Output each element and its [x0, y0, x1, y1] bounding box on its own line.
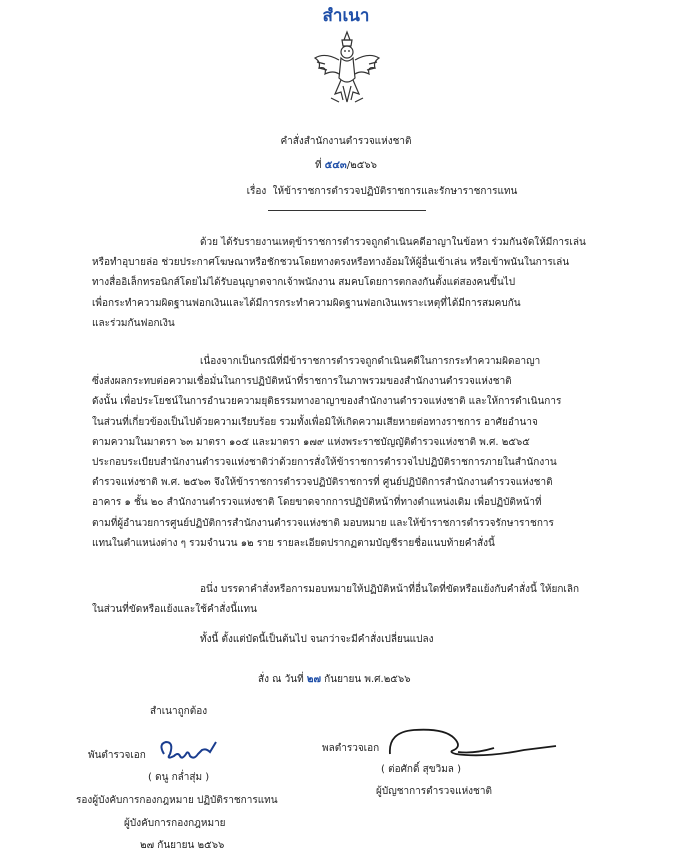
- order-date-day: ๒๗: [306, 674, 321, 685]
- right-signer-rank: พลตำรวจเอก: [322, 743, 380, 754]
- paragraph-2: [92, 352, 561, 554]
- paragraph-line: ด้วย ได้รับรายงานเหตุข้าราชการตำรวจถูกดำเนินคดีอาญาในข้อหา ร่วมกันจัดให้มีการเล่น: [200, 237, 586, 248]
- paragraph-line: ซึ่งส่งผลกระทบต่อความเชื่อมั่นในการปฏิบัติหน้าที่ราชการในภาพรวมของสำนักงานตำรวจแห่งชาติ: [92, 376, 512, 388]
- paragraph-line: และร่วมกันฟอกเงิน: [92, 317, 175, 329]
- paragraph-line: ประกอบระเบียบสำนักงานตำรวจแห่งชาติว่าด้วยการสั่งให้ข้าราชการตำรวจไปปฏิบัติราชการภายในสำนักงาน: [92, 457, 557, 469]
- order-date-prefix: สั่ง ณ วันที่: [258, 674, 304, 685]
- order-number: [0, 158, 692, 173]
- order-date: [258, 672, 411, 687]
- right-signature-icon: [384, 724, 564, 764]
- paragraph-line: อนึ่ง บรรดาคำสั่งหรือการมอบหมายให้ปฏิบัติหน้าที่อื่นใดที่ขัดหรือแย้งกับคำสั่งนี้ ให้ยกเลิก: [200, 584, 580, 595]
- effective-clause: ทั้งนี้ ตั้งแต่บัดนี้เป็นต้นไป จนกว่าจะมีคำสั่งเปลี่ยนแปลง: [200, 634, 434, 645]
- paragraph-line: หรือทำอุบายล่อ ช่วยประกาศโฆษณาหรือชักชวนโดยทางตรงหรือทางอ้อมให้ผู้อื่นเข้าเล่น หรือเข้าพนันในการเล่น: [92, 257, 570, 269]
- left-signer-title-2: ผู้บังคับการกองกฎหมาย: [124, 818, 226, 829]
- subject-text: ให้ข้าราชการตำรวจปฏิบัติราชการและรักษาราชการแทน: [272, 186, 518, 197]
- paragraph-line: เนื่องจากเป็นกรณีที่มีข้าราชการตำรวจถูกดำเนินคดีในการกระทำความผิดอาญา: [200, 356, 541, 367]
- left-signer-rank: พันตำรวจเอก: [88, 750, 146, 761]
- paragraph-line: แทนในตำแหน่งต่าง ๆ รวมจำนวน ๑๒ ราย รายละเอียดปรากฏตามบัญชีรายชื่อแนบท้ายคำสั่งนี้: [92, 537, 495, 549]
- order-number-prefix: ที่: [315, 160, 322, 171]
- order-number-suffix: /๒๕๖๖: [346, 160, 377, 171]
- garuda-emblem-icon: [311, 28, 383, 106]
- paragraph-line: ตามที่ผู้อำนวยการศูนย์ปฏิบัติการสำนักงานตำรวจแห่งชาติ มอบหมาย และให้ข้าราชการตำรวจรักษาราชการ: [92, 517, 554, 529]
- paragraph-line: ทางสื่ออิเล็กทรอนิกส์โดยไม่ได้รับอนุญาตจากเจ้าพนักงาน สมคบโดยการตกลงกันตั้งแต่สองคนขึ้นไป: [92, 277, 516, 289]
- left-signer-title-1: รองผู้บังคับการกองกฎหมาย ปฏิบัติราชการแทน: [76, 795, 278, 806]
- paragraph-line: อาคาร ๑ ชั้น ๒๐ สำนักงานตำรวจแห่งชาติ โดยขาดจากการปฏิบัติหน้าที่ทางตำแหน่งเดิม เพื่อปฏิบัติหน้าที่: [92, 497, 542, 509]
- subject-label: เรื่อง: [246, 186, 267, 197]
- header-divider: [268, 210, 426, 211]
- paragraph-line: เพื่อกระทำความผิดฐานฟอกเงินและได้มีการกระทำความผิดฐานฟอกเงินเพราะเหตุที่ได้มีการสมคบกัน: [92, 297, 521, 309]
- paragraph-line: ในส่วนที่ขัดหรือแย้งและใช้คำสั่งนี้แทน: [92, 604, 257, 616]
- right-signer-name: ( ต่อศักดิ์ สุขวิมล ): [381, 764, 462, 775]
- order-subject: [36, 184, 692, 199]
- paragraph-line: ตามความในมาตรา ๖๓ มาตรา ๑๐๕ และมาตรา ๑๗๙ แห่งพระราชบัญญัติตำรวจแห่งชาติ พ.ศ. ๒๕๖๕: [92, 436, 530, 448]
- copy-stamp: สำเนา: [322, 6, 370, 26]
- paragraph-1: [92, 233, 586, 334]
- right-signer-title: ผู้บัญชาการตำรวจแห่งชาติ: [376, 786, 492, 797]
- left-signature-icon: [154, 734, 224, 768]
- certified-copy-label: สำเนาถูกต้อง: [150, 706, 208, 717]
- left-signer-name: ( ดนู กล่ำสุ่ม ): [148, 772, 210, 783]
- order-number-handwritten: ๕๔๓: [324, 160, 347, 171]
- left-signer-date: ๒๗ กันยายน ๒๕๖๖: [140, 840, 225, 851]
- order-title: คำสั่งสำนักงานตำรวจแห่งชาติ: [280, 136, 412, 147]
- paragraph-line: ดังนั้น เพื่อประโยชน์ในการอำนวยความยุติธรรมทางอาญาของสำนักงานตำรวจแห่งชาติ และให้การดำเนินการ: [92, 396, 562, 408]
- order-date-suffix: กันยายน พ.ศ.๒๕๖๖: [324, 674, 411, 685]
- paragraph-line: ในส่วนที่เกี่ยวข้องเป็นไปด้วยความเรียบร้อย รวมทั้งเพื่อมิให้เกิดความเสียหายต่อทางราชการ อาศัยอำนาจ: [92, 416, 538, 428]
- paragraph-line: ตำรวจแห่งชาติ พ.ศ. ๒๕๖๓ จึงให้ข้าราชการตำรวจปฏิบัติราชการที่ ศูนย์ปฏิบัติการสำนักงานตำรวจแห่งชาติ: [92, 477, 553, 489]
- paragraph-3: [92, 580, 579, 620]
